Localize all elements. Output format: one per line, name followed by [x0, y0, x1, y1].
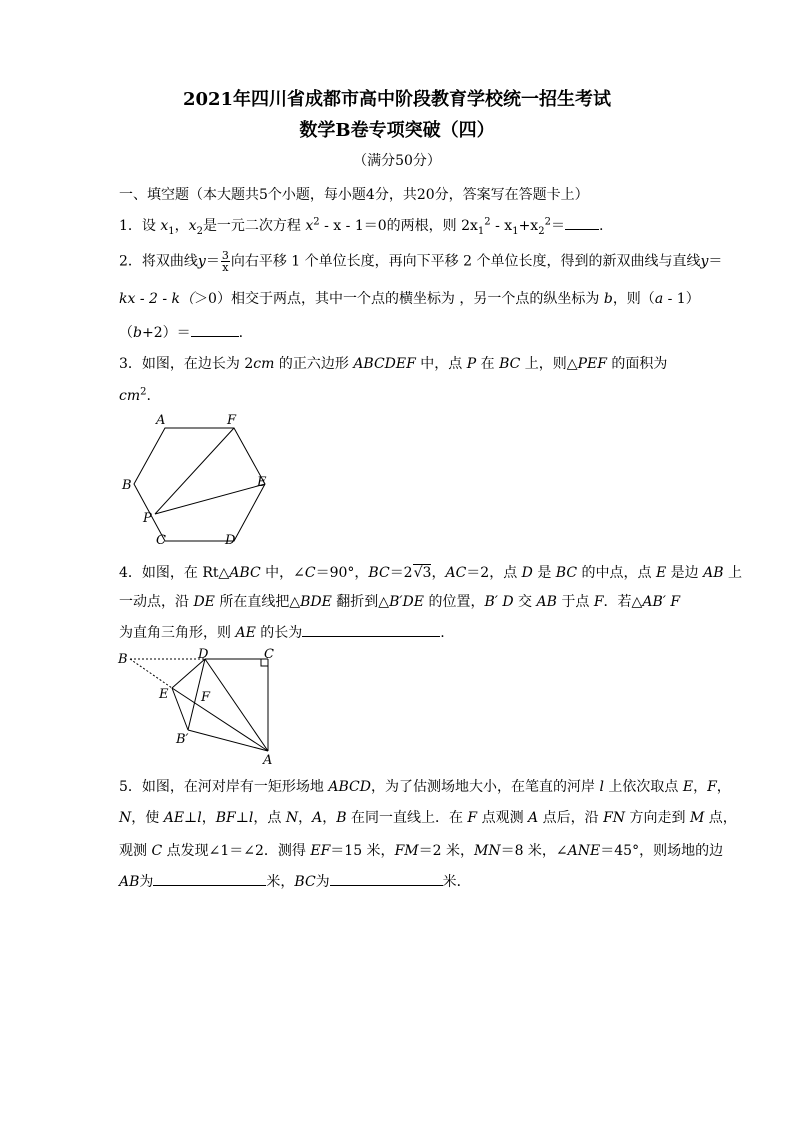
answer-blank-5b: [330, 872, 443, 886]
question-2-line-2: kx - 2 - k（＞0）相交于两点，其中一个点的横坐标为 ，另一个点的纵坐标为 b，则（a - 1）: [119, 291, 700, 307]
question-5-line-1: 5．如图，在河对岸有一矩形场地 ABCD，为了估测场地大小，在笔直的河岸 l 上依次取点 E，F，: [119, 779, 731, 795]
label-A: A: [156, 413, 166, 428]
label-B: B: [118, 652, 128, 667]
question-1: 1．设 $x_1$，$x_2$是一元二次方程 $x^2 - x - 1=0$的两根，则 $2x_1^2 - x_1+x_2^2=$ .: [119, 216, 604, 237]
exam-subtitle: 数学B卷专项突破（四）: [299, 120, 495, 141]
question-5-line-3: 观测 C 点发现∠1＝∠2．测得 EF＝15 米，FM＝2 米，MN＝8 米，∠ANE＝45°，则场地的边: [119, 843, 724, 859]
label-B-prime: B′: [176, 732, 189, 747]
segment-BE-dashed: [130, 659, 172, 688]
label-A: A: [263, 753, 273, 768]
segment-EB-prime: [172, 688, 188, 730]
label-D: D: [225, 533, 236, 548]
question-2-line-3: （b+2）＝ .: [119, 325, 244, 341]
question-3-line-2: $cm^2$.: [119, 386, 151, 404]
answer-blank-4: [302, 623, 440, 637]
question-5-line-2: N，使 AE⊥l，BF⊥l，点 N，A，B 在同一直线上．在 F 点观测 A 点后，沿 FN 方向走到 M 点，: [119, 810, 737, 826]
label-C: C: [264, 647, 274, 662]
label-F: F: [201, 690, 211, 705]
label-B: B: [122, 478, 132, 493]
answer-blank-2: [191, 323, 239, 337]
label-C: C: [156, 533, 166, 548]
question-5-line-4: AB为 米，BC为 米．: [119, 874, 471, 890]
question-4-line-2: 一动点，沿 DE 所在直线把△BDE 翻折到△B′DE 的位置，B′ D 交 AB 于点 F．若△AB′ F: [119, 594, 681, 610]
segment-PF: [155, 428, 234, 514]
question-4-line-1: 4．如图，在 Rt△ABC 中，∠C＝90°，BC＝2√3，AC＝2，点 D 是 BC 的中点，点 E 是边 AB 上: [119, 565, 742, 581]
label-F: F: [227, 413, 237, 428]
segment-PE: [155, 484, 265, 514]
answer-blank-5a: [153, 872, 266, 886]
fraction-3-over-x: $\frac{3}{x}$: [221, 249, 229, 274]
hexagon-ABCDEF: [134, 428, 265, 541]
question-2-line-1: 2．将双曲线y＝ $\frac{3}{x}$ 向右平移 1 个单位长度，再向下平移 2 个单位长度，得到的新双曲线与直线y＝: [119, 249, 723, 274]
exam-title: 2021年四川省成都市高中阶段教育学校统一招生考试: [182, 89, 612, 110]
label-E: E: [159, 687, 169, 702]
section-heading: 一、填空题（本大题共5个小题，每小题4分，共20分，答案写在答题卡上）: [119, 187, 589, 203]
triangle-figure: [110, 645, 290, 770]
answer-blank-1: [565, 216, 599, 230]
label-D: D: [198, 647, 209, 662]
hexagon-figure: [110, 410, 280, 550]
segment-DE: [172, 659, 205, 688]
question-4-line-3: 为直角三角形，则 AE 的长为 .: [119, 625, 445, 641]
full-score: （满分50分）: [353, 153, 441, 169]
label-E: E: [257, 475, 267, 490]
question-3-line-1: 3．如图，在边长为 2cm 的正六边形 ABCDEF 中，点 P 在 BC 上，则△PEF 的面积为: [119, 356, 668, 372]
label-P: P: [143, 511, 152, 526]
sqrt-3: √3: [413, 565, 432, 581]
